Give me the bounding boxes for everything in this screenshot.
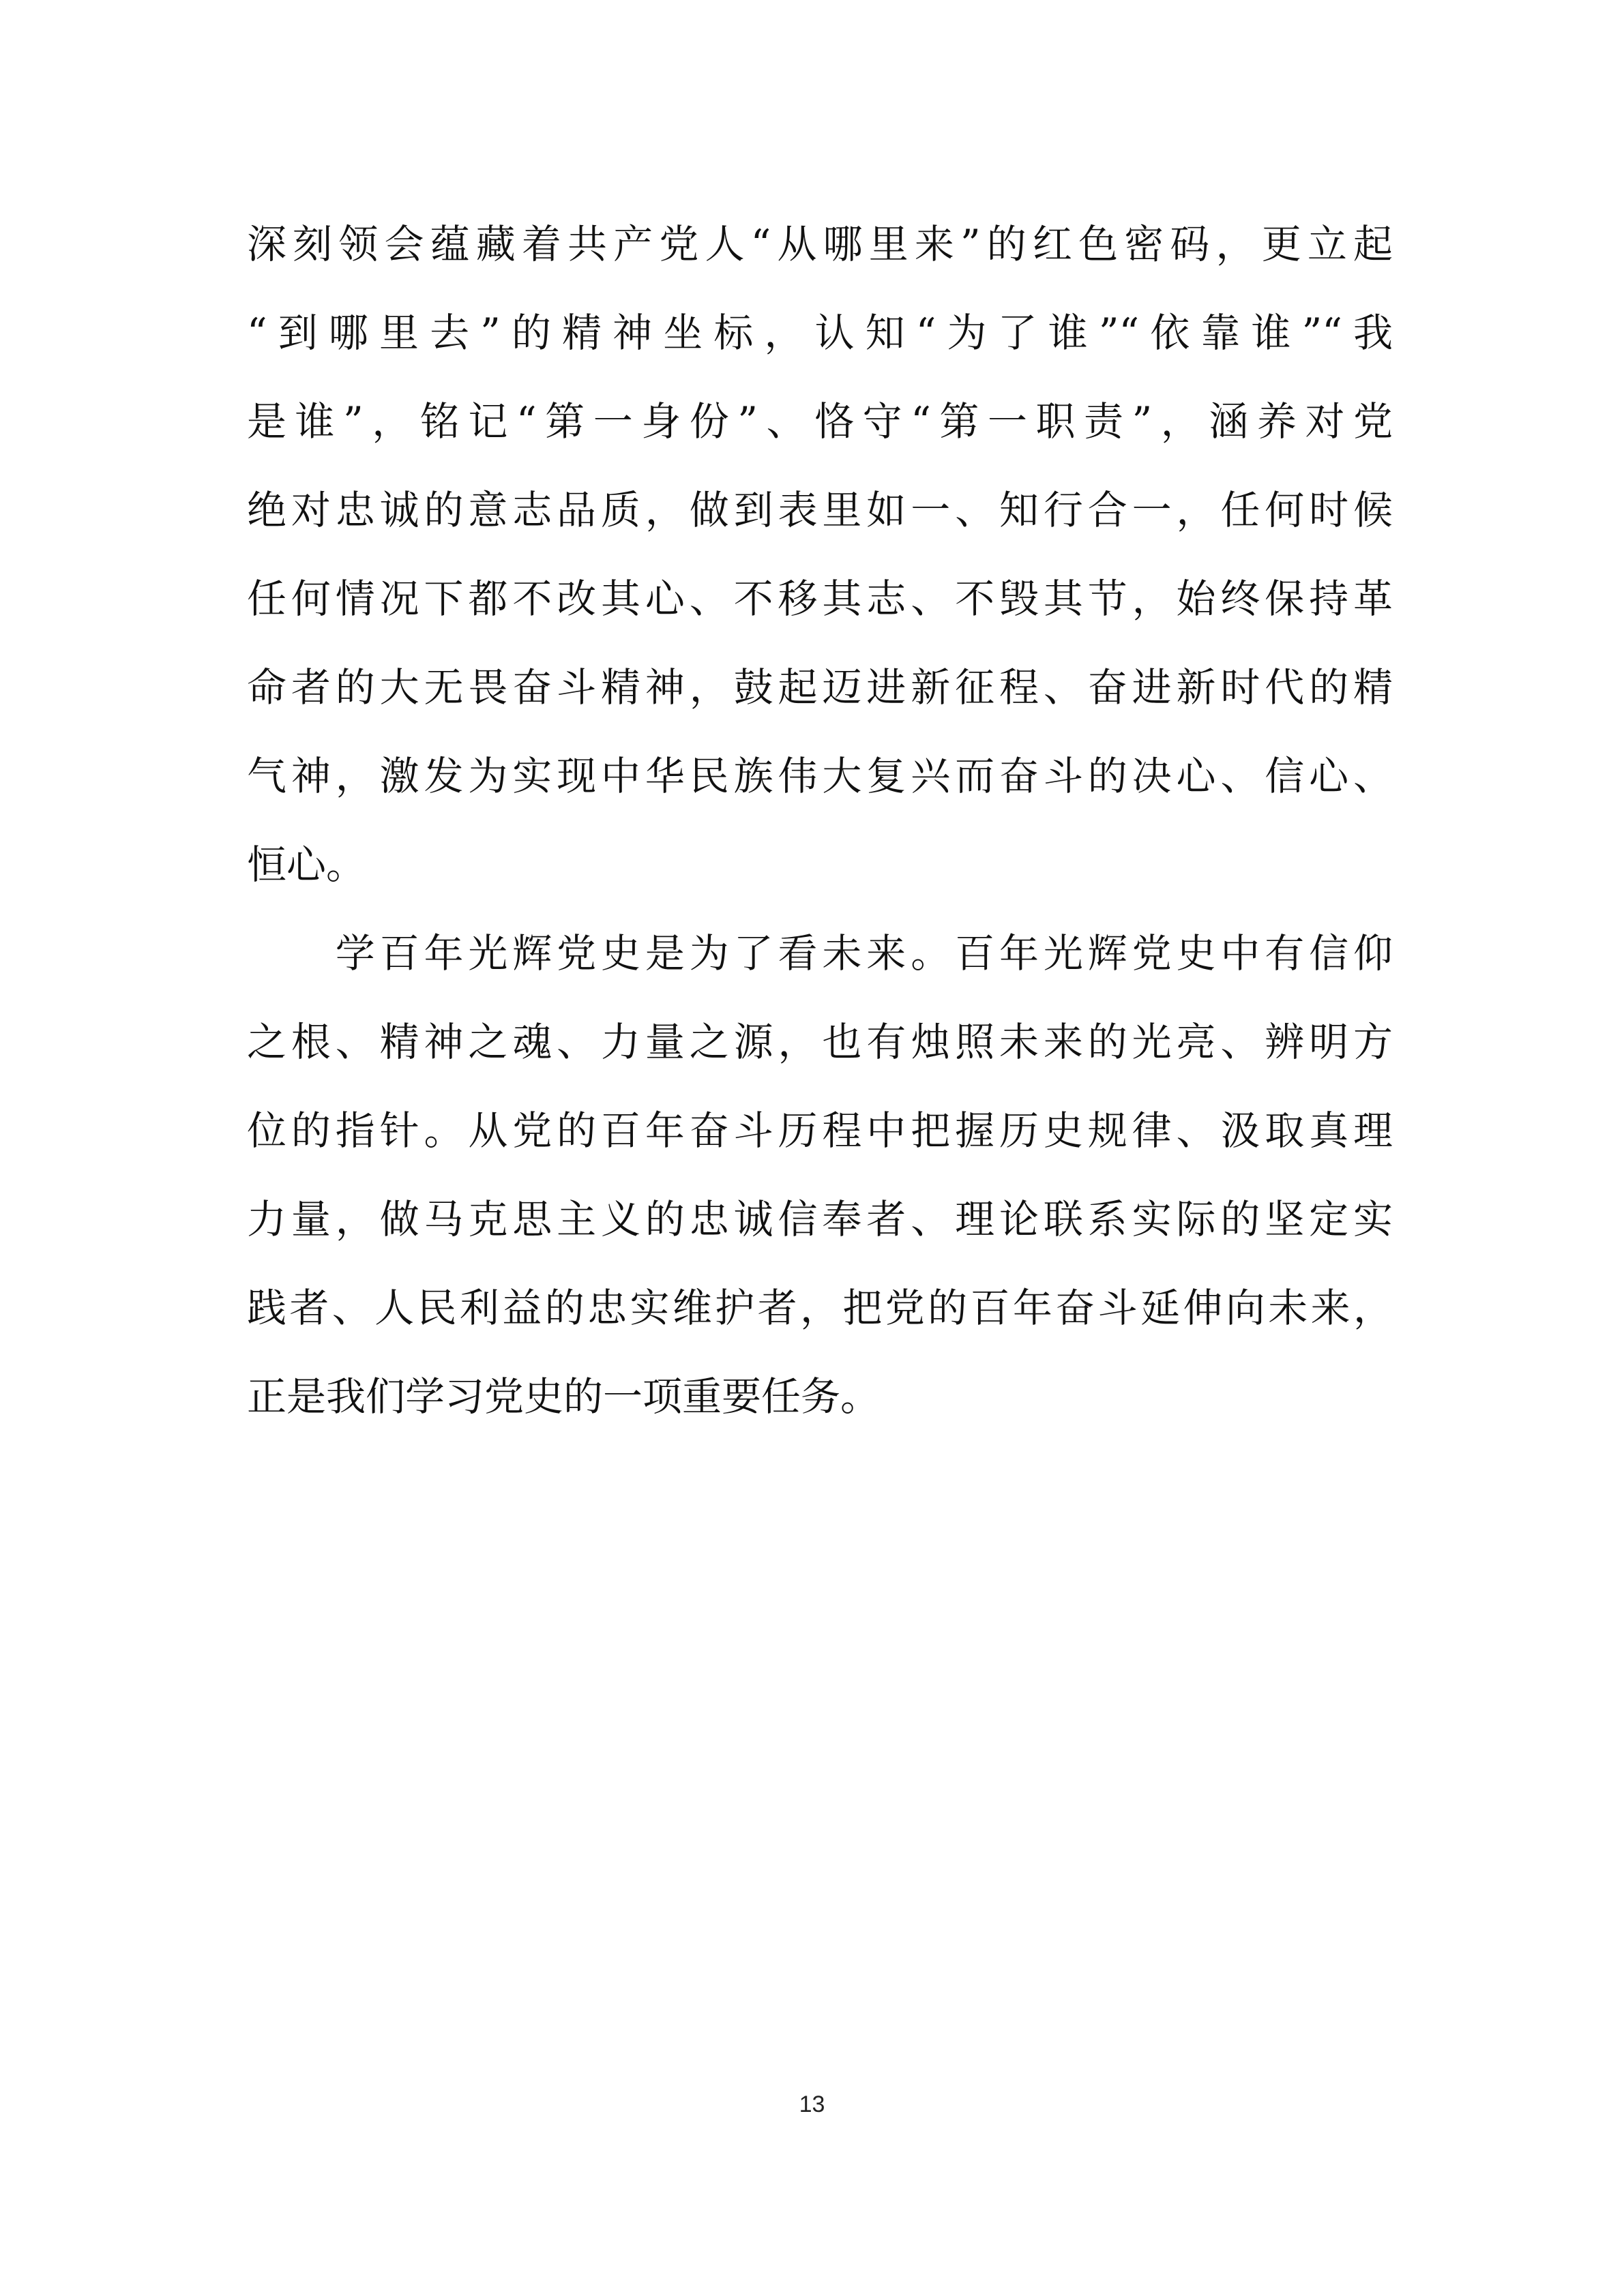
text-line: 是谁”，铭记“第一身份”、恪守“第一职责”，涵养对党 bbox=[247, 398, 1393, 445]
text-line: 学百年光辉党史是为了看未来。百年光辉党史中有信仰 bbox=[247, 930, 1393, 976]
text-line: 绝对忠诚的意志品质，做到表里如一、知行合一，任何时候 bbox=[247, 487, 1393, 533]
text-line: 之根、精神之魂、力量之源，也有烛照未来的光亮、辨明方 bbox=[247, 1019, 1393, 1065]
text-line: 践者、人民利益的忠实维护者，把党的百年奋斗延伸向未来， bbox=[247, 1285, 1393, 1331]
text-line: 气神，激发为实现中华民族伟大复兴而奋斗的决心、信心、 bbox=[247, 753, 1393, 799]
text-line: 任何情况下都不改其心、不移其志、不毁其节，始终保持革 bbox=[247, 576, 1393, 622]
text-line: “到哪里去”的精神坐标，认知“为了谁”“依靠谁”“我 bbox=[247, 310, 1393, 356]
text-line: 位的指针。从党的百年奋斗历程中把握历史规律、汲取真理 bbox=[247, 1107, 1393, 1154]
text-line: 力量，做马克思主义的忠诚信奉者、理论联系实际的坚定实 bbox=[247, 1196, 1393, 1242]
text-line: 深刻领会蕴藏着共产党人“从哪里来”的红色密码，更立起 bbox=[247, 221, 1393, 267]
page-number: 13 bbox=[799, 2091, 825, 2117]
text-line: 恒心。 bbox=[247, 841, 366, 888]
body-text bbox=[247, 200, 1393, 1441]
text-line: 正是我们学习党史的一项重要任务。 bbox=[247, 1373, 881, 1420]
text-line: 命者的大无畏奋斗精神，鼓起迈进新征程、奋进新时代的精 bbox=[247, 664, 1393, 711]
